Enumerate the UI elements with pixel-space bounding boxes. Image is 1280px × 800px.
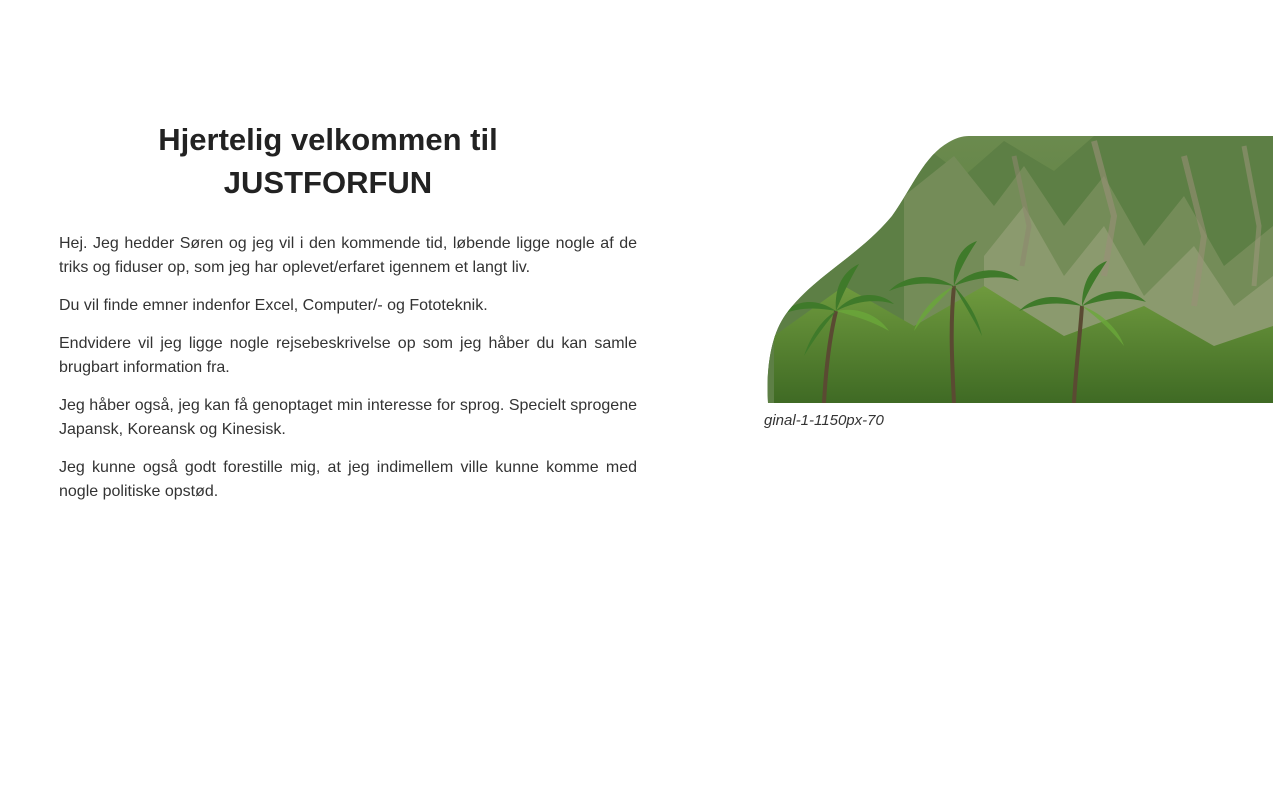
welcome-section [59,118,637,518]
intro-paragraph-2: Du vil finde emner indenfor Excel, Computer/- og Fototeknik. [59,297,488,314]
page-title [59,118,597,204]
intro-paragraph-5: Jeg kunne også godt forestille mig, at jeg indimellem ville kunne komme med nogle politiske opstød. [59,459,637,500]
page-title-line-1: Hjertelig velkommen til [158,122,498,157]
landscape-image [764,136,1273,403]
image-caption: ginal-1-1150px-70 [764,412,884,429]
landscape-figure [764,136,1273,429]
intro-paragraph-1: Hej. Jeg hedder Søren og jeg vil i den kommende tid, løbende ligge nogle af de triks og fiduser op, som jeg har oplevet/erfaret igennem et langt liv. [59,235,637,276]
intro-paragraph-3: Endvidere vil jeg ligge nogle rejsebeskrivelse op som jeg håber du kan samle brugbart information fra. [59,335,637,376]
intro-paragraph-4: Jeg håber også, jeg kan få genoptaget min interesse for sprog. Specielt sprogene Japansk, Koreansk og Kinesisk. [59,397,637,438]
page-title-line-2: JUSTFORFUN [223,165,433,200]
